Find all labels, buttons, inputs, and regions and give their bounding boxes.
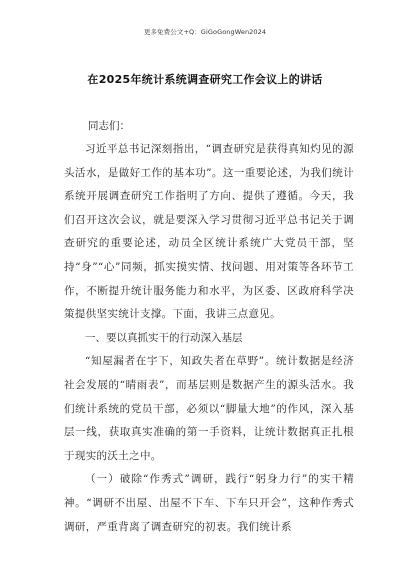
section-one-paragraph: “知屋漏者在宇下，知政失者在草野”。统计数据是经济社会发展的“晴雨表”，而基层则是数据产生的源头活水。我们统计系统的党员干部，必须以“脚量大地”的作风，深入基层一线，获取真实准确的第一手资料，让统计数据真正扎根于现实的沃土之中。 [64,355,354,462]
section-one-heading: 一、要以真抓实干的行动深入基层 [85,331,243,344]
document-title: 在2025年统计系统调查研究工作会议上的讲话 [87,73,323,86]
document-body [64,114,354,539]
subsection-one-paragraph: （一）破除“作秀式”调研，践行“躬身力行”的实干精神。“调研不出屋、出屋不下车、下车只开会”，这种作秀式调研，严重背离了调查研究的初衷。我们统计系 [64,473,354,533]
header-note: 更多免费公文+Q：GiGoGongWen2024 [143,28,267,36]
salutation: 同志们： [88,120,130,132]
intro-paragraph: 习近平总书记深刻指出，“调查研究是获得真知灼见的源头活水，是做好工作的基本功”。这一重要论述，为我们统计系统开展调查研究工作指明了方向、提供了遵循。今天，我们召开这次会议，就是要深入学习贯彻习近平总书记关于调查研究的重要论述，动员全区统计系统广大党员干部，坚持“身”“心”同频，抓实摸实情、找问题、用对策等各环节工作，不断提升统计服务能力和水平，为区委、区政府科学决策提供坚实统计支撑。下面，我讲三点意见。 [64,143,354,321]
